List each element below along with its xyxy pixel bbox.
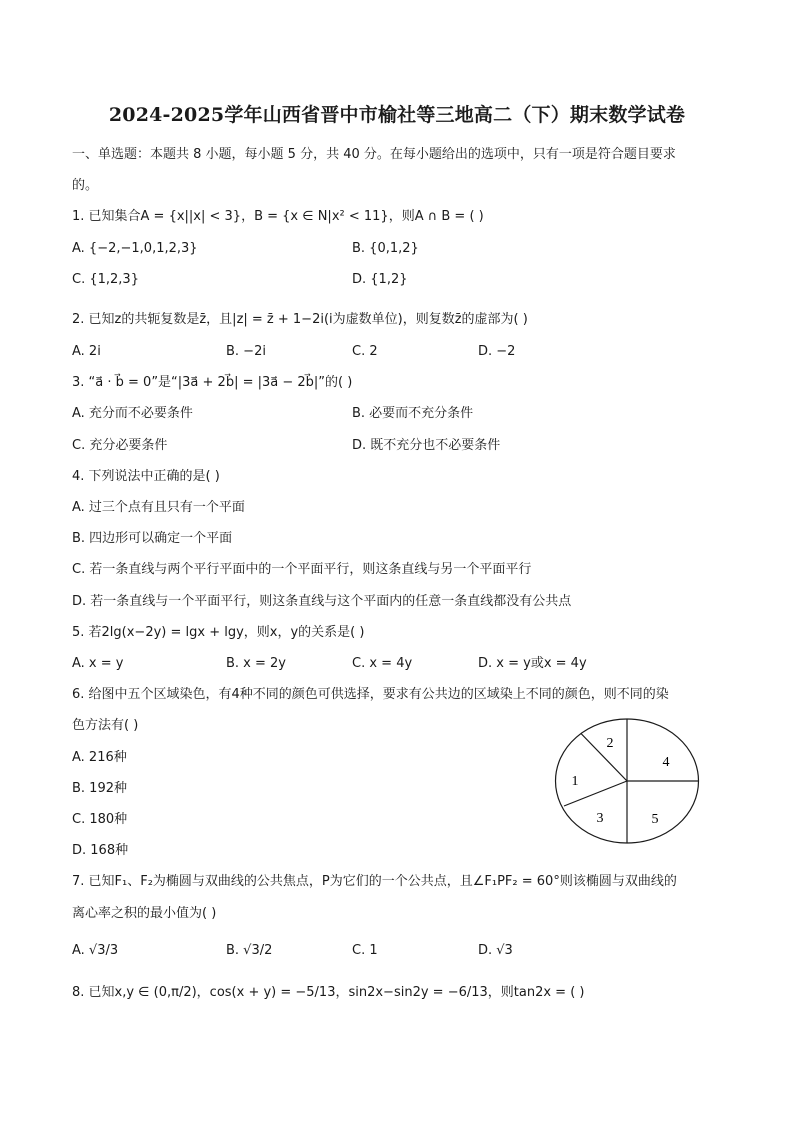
q1-option-a: A. {−2,−1,0,1,2,3}: [72, 241, 198, 256]
q6-option-d: D. 168种: [72, 843, 129, 858]
q5-option-c: C. x = 4y: [352, 656, 413, 671]
question-2-stem: 2. 已知z的共轭复数是z̄，且|z| = z̄ + 1−2i(i为虚数单位)，则复数z̄的虚部为( ): [72, 312, 528, 327]
page-title: 2024-2025学年山西省晋中市榆社等三地高二（下）期末数学试卷: [108, 104, 686, 126]
region-label-5: 5: [651, 812, 659, 827]
question-6-stem-cont: 色方法有( ): [72, 718, 139, 733]
question-5-stem: 5. 若2lg(x−2y) = lgx + lgy，则x，y的关系是( ): [72, 625, 365, 640]
q5-option-a: A. x = y: [72, 656, 124, 671]
q1-option-d: D. {1,2}: [352, 272, 408, 287]
question-4-stem: 4. 下列说法中正确的是( ): [72, 469, 220, 484]
q3-option-b: B. 必要而不充分条件: [352, 406, 474, 421]
q6-option-c: C. 180种: [72, 812, 128, 827]
region-label-2: 2: [606, 736, 614, 751]
region-coloring-figure: [552, 716, 702, 846]
q2-option-a: A. 2i: [72, 344, 101, 359]
question-6-stem: 6. 给图中五个区域染色，有4种不同的颜色可供选择，要求有公共边的区域染上不同的颜色，则不同的染: [72, 687, 669, 702]
q7-option-d: D. √3: [478, 943, 513, 958]
question-1-stem: 1. 已知集合A = {x||x| < 3}，B = {x ∈ N|x² < 11}，则A ∩ B = ( ): [72, 209, 484, 224]
q1-option-c: C. {1,2,3}: [72, 272, 139, 287]
q3-option-c: C. 充分必要条件: [72, 438, 168, 453]
question-7-stem: 7. 已知F₁、F₂为椭圆与双曲线的公共焦点，P为它们的一个公共点，且∠F₁PF₂ = 60°则该椭圆与双曲线的: [72, 874, 677, 889]
q4-option-b: B. 四边形可以确定一个平面: [72, 531, 233, 546]
q3-option-a: A. 充分而不必要条件: [72, 406, 193, 421]
region-label-1: 1: [571, 774, 579, 789]
region-label-3: 3: [596, 811, 604, 826]
q7-option-a: A. √3/3: [72, 943, 119, 958]
q5-option-b: B. x = 2y: [226, 656, 286, 671]
question-7-stem-cont: 离心率之积的最小值为( ): [72, 906, 217, 921]
q7-option-b: B. √3/2: [226, 943, 273, 958]
figure-line-upper-left: [581, 734, 627, 782]
q2-option-b: B. −2i: [226, 344, 266, 359]
q6-option-a: A. 216种: [72, 750, 127, 765]
q5-option-d: D. x = y或x = 4y: [478, 656, 587, 671]
q2-option-c: C. 2: [352, 344, 378, 359]
region-label-4: 4: [662, 755, 670, 770]
q3-option-d: D. 既不充分也不必要条件: [352, 438, 501, 453]
q4-option-c: C. 若一条直线与两个平行平面中的一个平面平行，则这条直线与另一个平面平行: [72, 562, 532, 577]
q6-option-b: B. 192种: [72, 781, 127, 796]
section-heading-cont: 的。: [72, 178, 99, 193]
question-3-stem: 3. “a⃗ · b⃗ = 0”是“|3a⃗ + 2b⃗| = |3a⃗ − 2b⃗|”的( ): [72, 375, 353, 390]
question-8-stem: 8. 已知x,y ∈ (0,π/2)，cos(x + y) = −5/13，sin2x−sin2y = −6/13，则tan2x = ( ): [72, 985, 585, 1000]
q1-option-b: B. {0,1,2}: [352, 241, 419, 256]
section-heading: 一、单选题：本题共 8 小题，每小题 5 分，共 40 分。在每小题给出的选项中，只有一项是符合题目要求: [72, 147, 676, 162]
q4-option-d: D. 若一条直线与一个平面平行，则这条直线与这个平面内的任意一条直线都没有公共点: [72, 594, 572, 609]
q7-option-c: C. 1: [352, 943, 378, 958]
q2-option-d: D. −2: [478, 344, 516, 359]
q4-option-a: A. 过三个点有且只有一个平面: [72, 500, 245, 515]
